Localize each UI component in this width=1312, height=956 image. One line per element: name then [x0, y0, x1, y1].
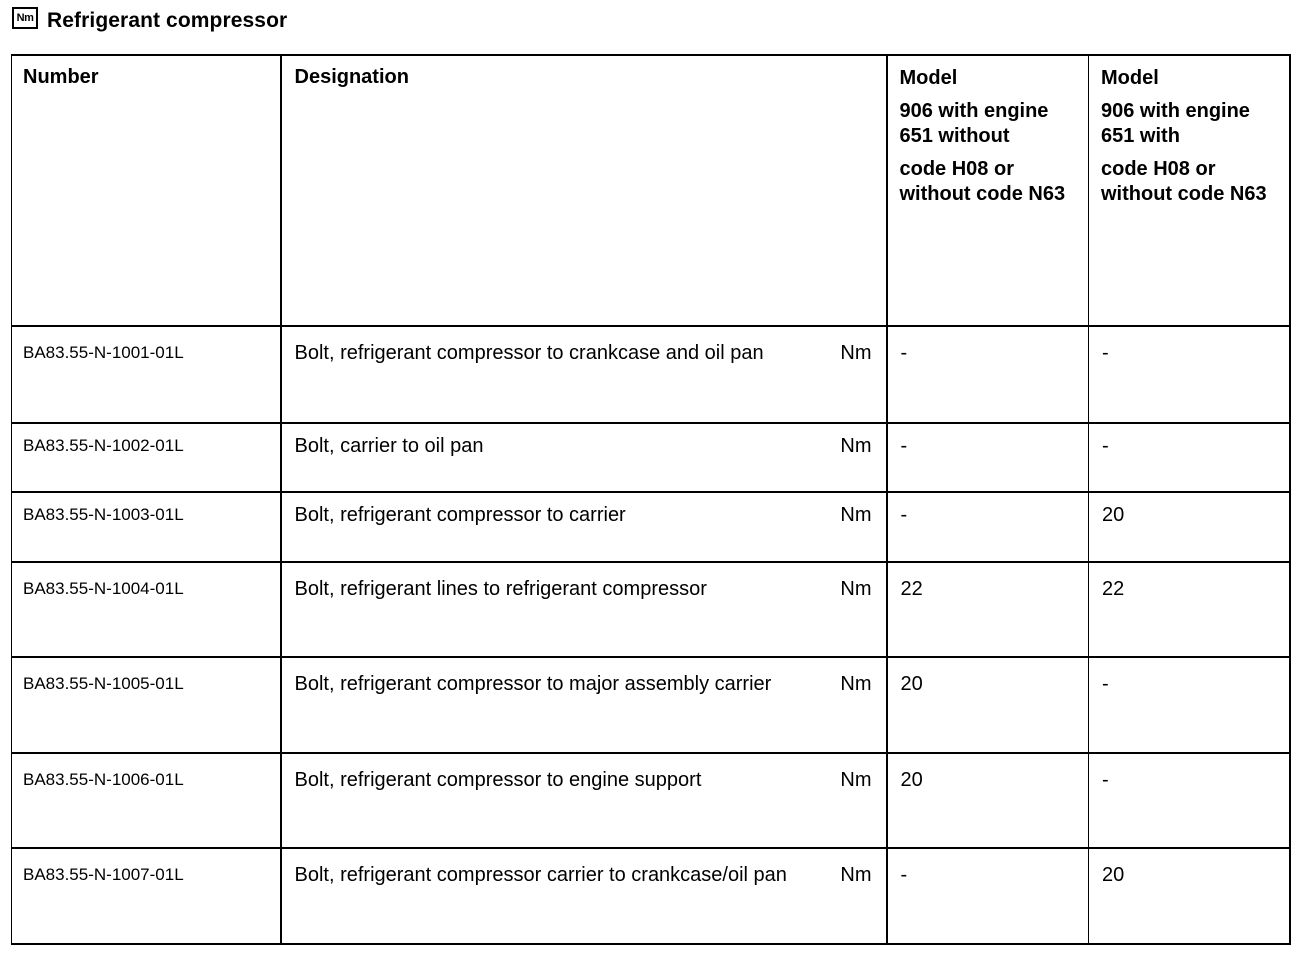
table-row [12, 423, 1290, 492]
table-row [12, 848, 1290, 944]
row-unit: Nm [840, 864, 872, 886]
row-unit: Nm [840, 769, 872, 791]
row-designation: Bolt, refrigerant compressor to carrier [294, 504, 626, 526]
row-model-2-value: - [1102, 435, 1109, 457]
row-model-1-value: - [900, 864, 908, 886]
row-model-1-value: 22 [900, 578, 923, 600]
row-number: BA83.55-N-1002-01L [23, 436, 184, 455]
row-number: BA83.55-N-1003-01L [23, 505, 184, 524]
row-model-1-value: 20 [900, 769, 923, 791]
table-row [12, 492, 1290, 562]
row-number: BA83.55-N-1004-01L [23, 579, 184, 598]
row-unit: Nm [840, 504, 872, 526]
row-unit: Nm [840, 673, 872, 695]
table-row [12, 657, 1290, 753]
torque-table [11, 54, 1291, 945]
header-model-1 [887, 55, 1089, 326]
row-model-2-value: 20 [1102, 504, 1125, 526]
row-model-1-value: - [900, 504, 908, 526]
header-model-2-line2: 906 with engine 651 with [1101, 100, 1250, 147]
page-title: Refrigerant compressor [47, 9, 288, 32]
header-model-2 [1089, 55, 1290, 326]
row-designation: Bolt, carrier to oil pan [294, 435, 484, 457]
torque-nm-icon: Nm [12, 7, 38, 29]
header-model-2-line3: code H08 or without code N63 [1101, 158, 1267, 205]
row-number: BA83.55-N-1006-01L [23, 770, 184, 789]
row-model-2-value: - [1102, 342, 1109, 364]
row-number: BA83.55-N-1005-01L [23, 674, 184, 693]
header-designation: Designation [281, 55, 887, 326]
row-designation: Bolt, refrigerant lines to refrigerant compressor [294, 578, 707, 600]
row-unit: Nm [840, 342, 872, 364]
table-row [12, 753, 1290, 848]
header-model-1-line1: Model [899, 67, 958, 89]
row-number: BA83.55-N-1007-01L [23, 865, 184, 884]
header-model-2-line1: Model [1101, 67, 1159, 89]
header-number: Number [12, 55, 281, 326]
row-unit: Nm [840, 435, 872, 457]
table-header-row [12, 55, 1290, 326]
row-number: BA83.55-N-1001-01L [23, 343, 184, 362]
table-row [12, 326, 1290, 423]
row-model-1-value: - [900, 435, 908, 457]
row-designation: Bolt, refrigerant compressor to engine support [294, 769, 702, 791]
section-title [12, 5, 287, 37]
row-model-2-value: - [1102, 673, 1109, 695]
table-row [12, 562, 1290, 657]
row-designation: Bolt, refrigerant compressor to major assembly carrier [294, 673, 772, 695]
row-designation: Bolt, refrigerant compressor carrier to crankcase/oil pan [294, 864, 787, 886]
header-model-1-line3: code H08 or without code N63 [899, 158, 1066, 205]
row-model-2-value: 22 [1102, 578, 1125, 600]
header-model-1-line2: 906 with engine 651 without [899, 100, 1049, 147]
row-model-2-value: 20 [1102, 864, 1125, 886]
row-model-2-value: - [1102, 769, 1109, 791]
row-unit: Nm [840, 578, 872, 600]
row-model-1-value: 20 [900, 673, 923, 695]
row-designation: Bolt, refrigerant compressor to crankcase and oil pan [294, 342, 764, 364]
row-model-1-value: - [900, 342, 908, 364]
